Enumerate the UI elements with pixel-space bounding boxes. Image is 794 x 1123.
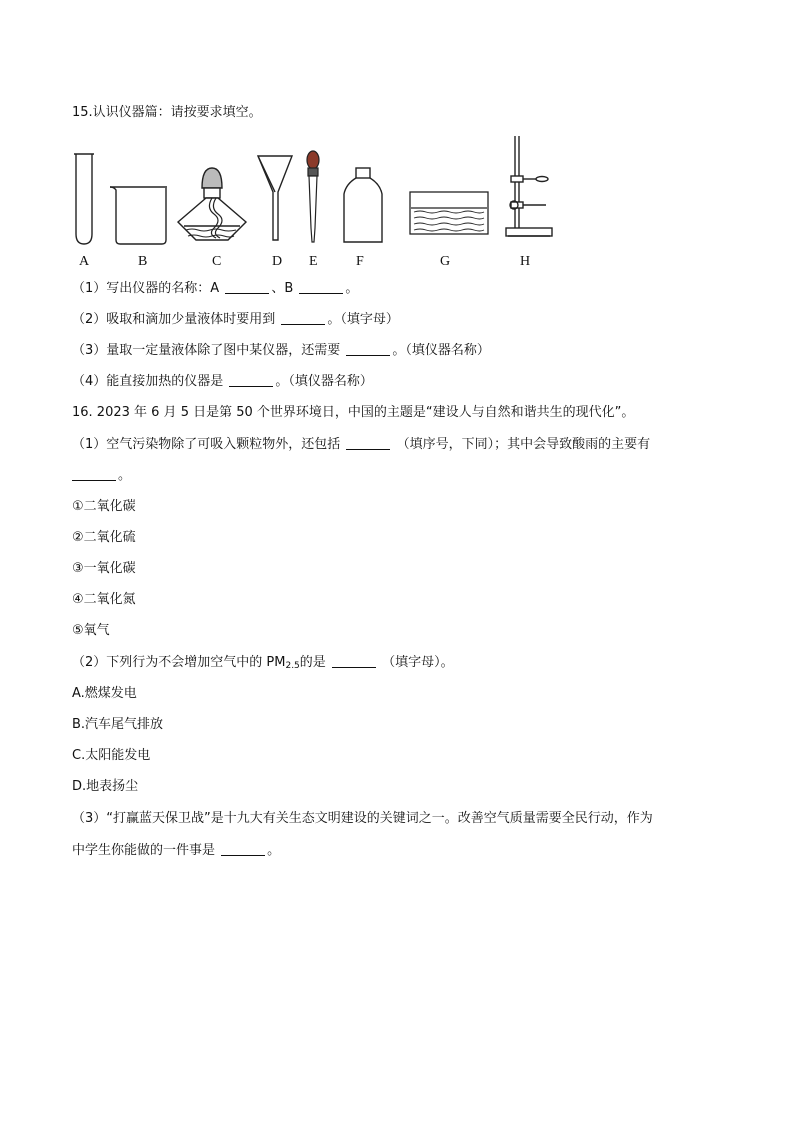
label-g: G: [440, 254, 451, 269]
test-tube-icon: [74, 154, 94, 244]
apparatus-figure: [70, 132, 570, 248]
q16-sub1-cont: 。: [72, 467, 131, 485]
option-5: ⑤氧气: [72, 623, 110, 638]
reagent-bottle-icon: [344, 168, 382, 242]
answer-blank[interactable]: [229, 374, 273, 387]
answer-blank[interactable]: [332, 655, 376, 668]
label-c: C: [212, 254, 222, 269]
alcohol-lamp-icon: [178, 168, 246, 240]
option-3: ③一氧化碳: [72, 561, 136, 576]
option-a: A.燃煤发电: [72, 686, 137, 701]
option-1: ①二氧化碳: [72, 499, 136, 514]
answer-blank[interactable]: [221, 843, 265, 856]
dropper-icon: [307, 151, 319, 242]
q15-sub1: （1）写出仪器的名称：A 、B 。: [72, 281, 359, 296]
q16-sub2: （2）下列行为不会增加空气中的 $PM_{2.5}$的是 （填字母）。: [72, 655, 454, 671]
iron-stand-icon: [506, 136, 552, 236]
option-4: ④二氧化氮: [72, 592, 136, 607]
q16-sub1: （1）空气污染物除了可吸入颗粒物外，还包括 （填序号，下同）；其中会导致酸雨的主要有: [72, 437, 651, 452]
water-trough-icon: [410, 192, 488, 234]
q15-sub4: （4）能直接加热的仪器是 。（填仪器名称）: [72, 374, 373, 389]
label-a: A: [79, 254, 90, 269]
beaker-icon: [110, 187, 167, 244]
answer-blank[interactable]: [225, 281, 269, 294]
question-15-title: 15.认识仪器篇：请按要求填空。: [72, 105, 262, 120]
funnel-icon: [258, 156, 292, 240]
question-16-title: 16. 2023 年 6 月 5 日是第 50 个世界环境日，中国的主题是“建设人与自然和谐共生的现代化”。: [72, 405, 635, 420]
option-d: D.地表扬尘: [72, 779, 139, 794]
answer-blank[interactable]: [281, 312, 325, 325]
q16-sub3-line1: （3）“打赢蓝天保卫战”是十九大有关生态文明建设的关键词之一。改善空气质量需要全民行动，作为: [72, 811, 653, 826]
q16-sub3-line2: 中学生你能做的一件事是 。: [72, 843, 281, 858]
answer-blank[interactable]: [346, 343, 390, 356]
option-2: ②二氧化硫: [72, 530, 136, 545]
option-b: B.汽车尾气排放: [72, 717, 164, 732]
answer-blank[interactable]: [72, 468, 116, 481]
label-f: F: [356, 254, 364, 269]
label-d: D: [272, 254, 283, 269]
answer-blank[interactable]: [346, 437, 390, 450]
option-c: C.太阳能发电: [72, 748, 151, 763]
q15-sub3: （3）量取一定量液体除了图中某仪器，还需要 。（填仪器名称）: [72, 343, 490, 358]
label-e: E: [309, 254, 318, 269]
label-b: B: [138, 254, 148, 269]
answer-blank[interactable]: [299, 281, 343, 294]
label-h: H: [520, 254, 531, 269]
q15-sub2: （2）吸取和滴加少量液体时要用到 。（填字母）: [72, 312, 399, 327]
